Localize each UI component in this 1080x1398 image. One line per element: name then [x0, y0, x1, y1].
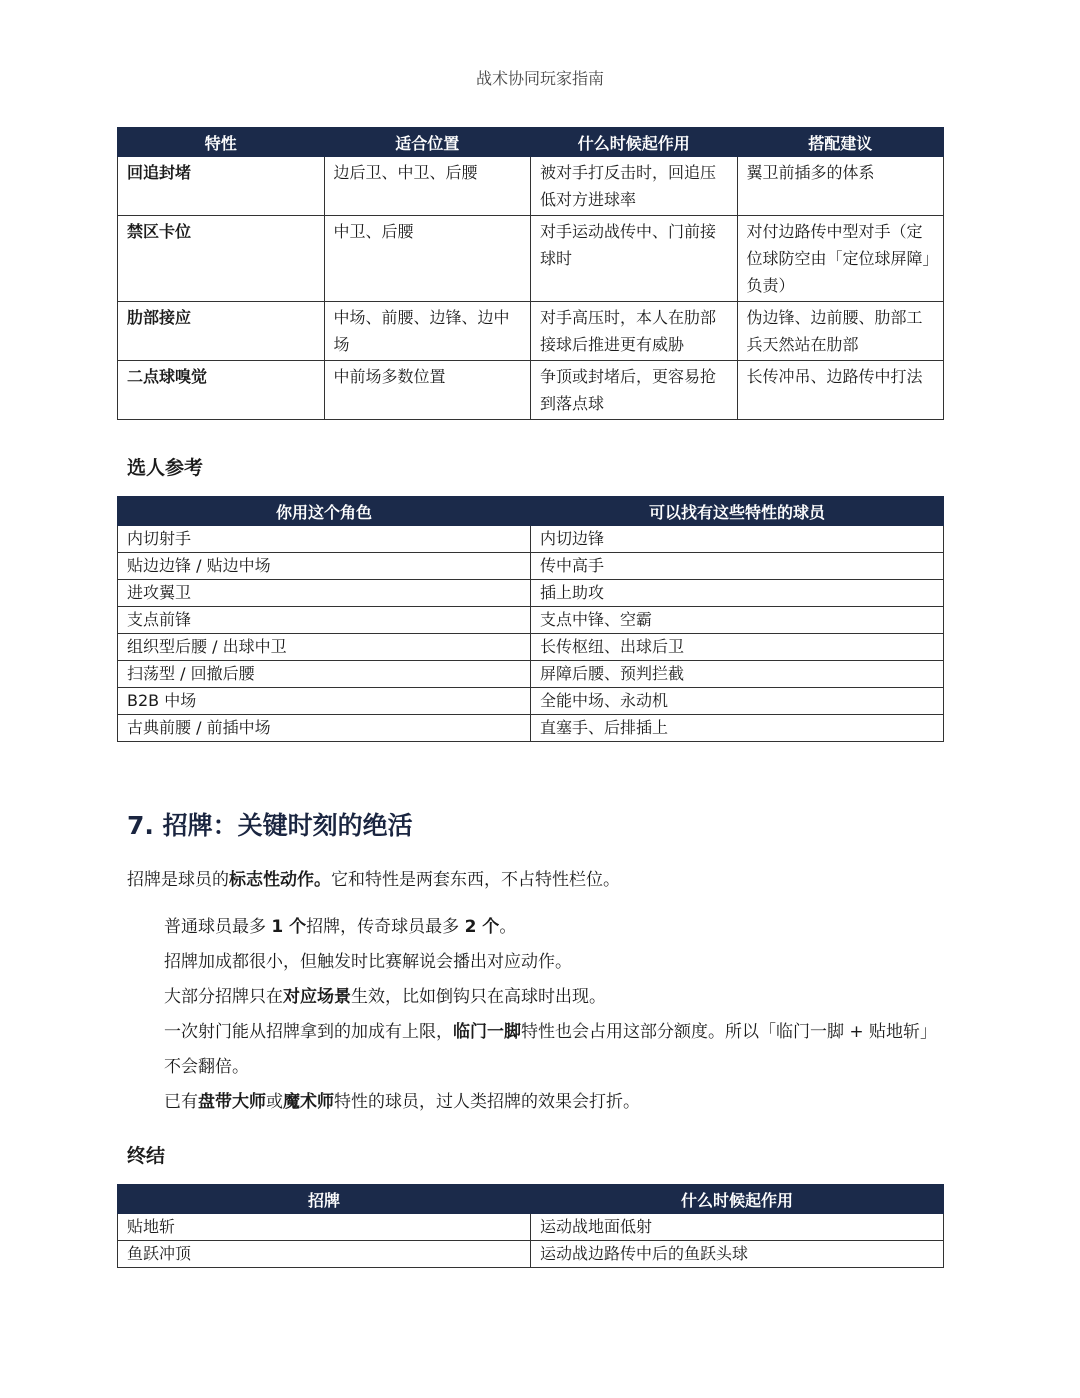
role-cell: 古典前腰 / 前插中场	[118, 715, 531, 742]
trait-positions: 中卫、后腰	[324, 216, 531, 302]
trait-name: 回追封堵	[118, 157, 325, 216]
intro-text: 招牌是球员的	[127, 870, 229, 890]
table-row	[118, 715, 944, 742]
table-row	[118, 1241, 944, 1268]
trait-cell: 长传枢纽、出球后卫	[531, 634, 944, 661]
note-text: 普通球员最多	[164, 917, 272, 937]
trait-cell: 传中高手	[531, 553, 944, 580]
column-header: 适合位置	[324, 128, 531, 157]
traits-table-header	[118, 128, 944, 157]
trait-trigger: 对手高压时，本人在肋部接球后推进更有威胁	[531, 302, 738, 361]
note-bold-text: 魔术师	[283, 1092, 334, 1112]
note-text: 招牌，传奇球员最多	[306, 917, 465, 937]
signature-note-item	[164, 980, 944, 1015]
table-row	[118, 157, 944, 216]
note-text: 特性的球员，过人类招牌的效果会打折。	[334, 1092, 640, 1112]
trait-advice: 长传冲吊、边路传中打法	[737, 361, 944, 420]
table-row	[118, 1214, 944, 1241]
note-text: 。	[499, 917, 517, 937]
signature-note-item	[164, 1085, 944, 1120]
note-bold-text: 盘带大师	[198, 1092, 266, 1112]
intro-bold-text: 标志性动作。	[229, 870, 331, 890]
signature-note-item	[164, 1015, 944, 1085]
pick-table	[117, 496, 944, 742]
trait-trigger: 被对手打反击时，回追压低对方进球率	[531, 157, 738, 216]
trait-cell: 直塞手、后排插上	[531, 715, 944, 742]
note-bold-text: 临门一脚	[453, 1022, 521, 1042]
table-row	[118, 216, 944, 302]
note-text: 特性也会占用这部分额度。所以「临门一脚 + 贴地斩」不会翻倍。	[164, 1022, 938, 1077]
trait-advice: 翼卫前插多的体系	[737, 157, 944, 216]
column-header: 你用这个角色	[118, 497, 531, 526]
role-cell: B2B 中场	[118, 688, 531, 715]
trait-cell: 屏障后腰、预判拦截	[531, 661, 944, 688]
signature-note-item	[164, 910, 944, 945]
trait-name: 二点球嗅觉	[118, 361, 325, 420]
table-row	[118, 302, 944, 361]
trait-positions: 边后卫、中卫、后腰	[324, 157, 531, 216]
role-cell: 进攻翼卫	[118, 580, 531, 607]
trait-cell: 支点中锋、空霸	[531, 607, 944, 634]
note-bold-text: 1 个	[271, 917, 307, 937]
trigger-cell: 运动战边路传中后的鱼跃头球	[531, 1241, 944, 1268]
table-row	[118, 580, 944, 607]
trait-cell: 内切边锋	[531, 526, 944, 553]
traits-table	[117, 127, 944, 420]
table-row	[118, 526, 944, 553]
trait-advice: 对付边路传中型对手（定位球防空由「定位球屏障」负责）	[737, 216, 944, 302]
table-row	[118, 688, 944, 715]
role-cell: 扫荡型 / 回撤后腰	[118, 661, 531, 688]
column-header: 搭配建议	[737, 128, 944, 157]
note-bold-text: 对应场景	[283, 987, 351, 1007]
note-text: 一次射门能从招牌拿到的加成有上限，	[164, 1022, 453, 1042]
signature-note-item	[164, 945, 944, 980]
signature-cell: 鱼跃冲顶	[118, 1241, 531, 1268]
pick-heading: 选人参考	[127, 457, 204, 479]
table-row	[118, 361, 944, 420]
note-text: 已有	[164, 1092, 198, 1112]
page-header: 战术协同玩家指南	[475, 69, 604, 88]
column-header: 什么时候起作用	[531, 128, 738, 157]
finisher-table	[117, 1184, 944, 1268]
section-title: 7. 招牌：关键时刻的绝活	[127, 811, 413, 840]
table-row	[118, 634, 944, 661]
trait-trigger: 争顶或封堵后，更容易抢到落点球	[531, 361, 738, 420]
note-text: 招牌加成都很小，但触发时比赛解说会播出对应动作。	[164, 952, 572, 972]
finisher-heading: 终结	[127, 1145, 166, 1167]
note-bold-text: 2 个	[464, 917, 500, 937]
finisher-table-header	[118, 1185, 944, 1214]
column-header: 特性	[118, 128, 325, 157]
trigger-cell: 运动战地面低射	[531, 1214, 944, 1241]
role-cell: 组织型后腰 / 出球中卫	[118, 634, 531, 661]
note-text: 大部分招牌只在	[164, 987, 283, 1007]
intro-text: 它和特性是两套东西，不占特性栏位。	[331, 870, 620, 890]
role-cell: 贴边边锋 / 贴边中场	[118, 553, 531, 580]
note-text: 或	[266, 1092, 283, 1112]
section-intro	[127, 867, 620, 893]
pick-table-header	[118, 497, 944, 526]
column-header: 可以找有这些特性的球员	[531, 497, 944, 526]
table-row	[118, 661, 944, 688]
trait-name: 肋部接应	[118, 302, 325, 361]
signature-notes-list	[164, 910, 944, 1120]
signature-cell: 贴地斩	[118, 1214, 531, 1241]
trait-positions: 中场、前腰、边锋、边中场	[324, 302, 531, 361]
column-header: 什么时候起作用	[531, 1185, 944, 1214]
role-cell: 内切射手	[118, 526, 531, 553]
trait-trigger: 对手运动战传中、门前接球时	[531, 216, 738, 302]
table-row	[118, 553, 944, 580]
role-cell: 支点前锋	[118, 607, 531, 634]
column-header: 招牌	[118, 1185, 531, 1214]
trait-positions: 中前场多数位置	[324, 361, 531, 420]
table-row	[118, 607, 944, 634]
trait-advice: 伪边锋、边前腰、肋部工兵天然站在肋部	[737, 302, 944, 361]
trait-name: 禁区卡位	[118, 216, 325, 302]
trait-cell: 全能中场、永动机	[531, 688, 944, 715]
note-text: 生效，比如倒钩只在高球时出现。	[351, 987, 606, 1007]
trait-cell: 插上助攻	[531, 580, 944, 607]
